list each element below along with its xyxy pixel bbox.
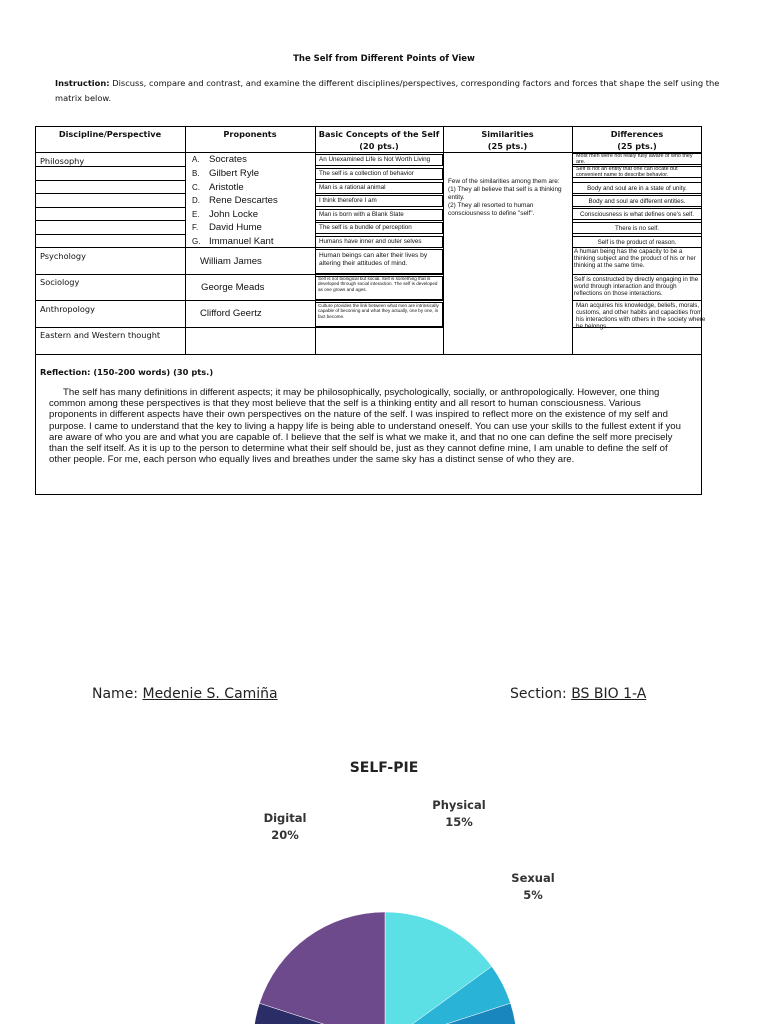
header-proponents: Proponents bbox=[223, 129, 277, 139]
philosophy-concept: I think therefore I am bbox=[319, 197, 377, 204]
proponent-name: Immanuel Kant bbox=[209, 236, 274, 247]
reflection-body: The self has many definitions in different aspects; it may be philosophically, psychologically, socially, or anthropologically. However, one thing common among these perspectives is that they most believe that the self is a thinking entity and all resort to human consciousness. Various proponents in different aspects have their own perspectives on the nature of the self. I was inspired to reflect more on the existence of my self and purpose. I came to understand that the key to living a happy life is being able to understand oneself. You can use your skills to the fullest extent if you are aware of who you are and what you are capable of. I believe that the self is what we make it, and that no one can define the self more precisely than the self itself. As it is up to the person to determine what their self should be, just as they cannot define mine, I am unable to define the self of other people. For me, each person who equally lives and breathes under the same sky has a distinct sense of who they are. bbox=[49, 387, 681, 466]
proponent-letter: A. bbox=[192, 155, 200, 164]
header-concepts-label: Basic Concepts of the Self bbox=[318, 129, 440, 139]
physical-label: Physical bbox=[432, 798, 486, 812]
header-similarities bbox=[443, 128, 572, 152]
proponent-letter: G. bbox=[192, 237, 201, 246]
proponent-name: Gilbert Ryle bbox=[209, 168, 260, 179]
name-field bbox=[92, 686, 278, 702]
similarities-text bbox=[448, 178, 570, 218]
philosophy-concept: The self is a bundle of perception bbox=[319, 224, 412, 231]
name-value: Medenie S. Camiña bbox=[142, 686, 278, 702]
concept-sociology: Self is not biological but social. Self is something that is developed through social interaction. The self is developed as one grows and ages. bbox=[318, 276, 438, 292]
similarities-line-1: Few of the similarities among them are: bbox=[448, 178, 560, 185]
proponent-letter: D. bbox=[192, 196, 200, 205]
philosophy-difference: Body and soul are different entities. bbox=[588, 198, 686, 205]
discipline-psychology: Psychology bbox=[40, 251, 86, 261]
philosophy-concept: The self is a collection of behavior bbox=[319, 170, 414, 177]
discipline-sociology: Sociology bbox=[40, 277, 80, 287]
section-label: Section: bbox=[510, 686, 567, 702]
philosophy-proponent bbox=[192, 168, 259, 179]
philosophy-concept: An Unexamined Life is Not Worth Living bbox=[319, 156, 431, 163]
proponent-name: Socrates bbox=[209, 154, 247, 165]
proponent-name: David Hume bbox=[209, 222, 262, 233]
section-field bbox=[510, 686, 646, 702]
proponent-name: Aristotle bbox=[209, 182, 244, 193]
philosophy-proponent bbox=[192, 195, 278, 206]
header-concepts-pts: (20 pts.) bbox=[359, 141, 399, 151]
philosophy-difference: Most men were not really fully aware of who they are. bbox=[576, 153, 693, 165]
self-pie-chart bbox=[0, 780, 768, 1024]
concept-psychology: Human beings can alter their lives by altering their attitudes of mind. bbox=[319, 252, 428, 268]
instruction-text: Discuss, compare and contrast, and examine the different disciplines/perspectives, corresponding factors and forces that shape the self using the matrix below. bbox=[55, 78, 720, 103]
philosophy-difference: Body and soul are in a state of unity. bbox=[587, 185, 687, 192]
digital-value: 20% bbox=[271, 828, 299, 842]
similarities-line-3: (2) They all resorted to human consciousness to define "self". bbox=[448, 202, 535, 217]
concept-anthropology: Culture provides the link between what men are intrinsically capable of becoming and what they actually, one by one, in fact become. bbox=[318, 303, 439, 319]
chart-title: SELF-PIE bbox=[349, 760, 419, 776]
proponent-letter: C. bbox=[192, 183, 200, 192]
header-discipline: Discipline/Perspective bbox=[58, 129, 162, 139]
philosophy-proponent bbox=[192, 222, 262, 233]
difference-anthropology: Man acquires his knowledge, beliefs, morals, customs, and other habits and capacities from his interactions with others in the society where he belongs bbox=[576, 302, 706, 330]
physical-value: 15% bbox=[445, 815, 473, 829]
digital-label: Digital bbox=[263, 811, 307, 825]
sexual-label: Sexual bbox=[511, 871, 555, 885]
proponent-letter: E. bbox=[192, 210, 200, 219]
proponent-letter: F. bbox=[192, 223, 199, 232]
header-differences-pts: (25 pts.) bbox=[617, 141, 657, 151]
header-similarities-pts: (25 pts.) bbox=[487, 141, 528, 151]
proponent-name: Rene Descartes bbox=[209, 195, 278, 206]
pie-slice-digital bbox=[259, 912, 385, 1024]
proponent-name: John Locke bbox=[209, 209, 259, 220]
sexual-value: 5% bbox=[523, 888, 543, 902]
philosophy-proponent bbox=[192, 209, 258, 220]
header-similarities-label: Similarities bbox=[481, 129, 534, 139]
philosophy-difference: Consciousness is what defines one's self. bbox=[580, 211, 694, 218]
philosophy-concept: Humans have inner and outer selves bbox=[319, 238, 422, 245]
philosophy-concept: Man is a rational animal bbox=[319, 184, 386, 191]
instruction bbox=[55, 76, 720, 106]
discipline-philosophy: Philosophy bbox=[40, 156, 85, 166]
philosophy-difference: There is no self. bbox=[614, 225, 660, 232]
instruction-label: Instruction: bbox=[55, 78, 110, 88]
philosophy-difference: Self is the product of reason. bbox=[597, 239, 677, 246]
philosophy-proponent bbox=[192, 154, 247, 165]
reflection-text bbox=[49, 387, 689, 465]
header-differences bbox=[572, 128, 702, 152]
proponent-clifford-geertz: Clifford Geertz bbox=[200, 308, 262, 319]
proponent-george-meads: George Meads bbox=[201, 282, 265, 293]
header-concepts bbox=[315, 128, 443, 152]
discipline-eastern-western: Eastern and Western thought bbox=[40, 330, 161, 340]
reflection-heading: Reflection: (150-200 words) (30 pts.) bbox=[40, 367, 214, 377]
slice-label-physical bbox=[424, 797, 494, 831]
proponent-letter: B. bbox=[192, 169, 200, 178]
header-differences-label: Differences bbox=[610, 129, 664, 139]
name-label: Name: bbox=[92, 686, 139, 702]
philosophy-proponent bbox=[192, 182, 244, 193]
difference-psychology: A human being has the capacity to be a thinking subject and the product of his or her thinking at the same time. bbox=[574, 248, 696, 269]
philosophy-difference: Self is not an entity that one can locate but convenient name to describe behavior. bbox=[576, 166, 678, 178]
document-title: The Self from Different Points of View bbox=[293, 54, 475, 64]
slice-label-digital bbox=[250, 810, 320, 844]
slice-label-sexual bbox=[498, 870, 568, 904]
section-value: BS BIO 1-A bbox=[571, 686, 647, 702]
proponent-william-james: William James bbox=[200, 256, 262, 267]
philosophy-proponent bbox=[192, 236, 274, 247]
difference-sociology: Self is constructed by directly engaging in the world through interaction and through reflections on those interactions. bbox=[574, 276, 699, 297]
discipline-anthropology: Anthropology bbox=[40, 304, 95, 314]
philosophy-concept: Man is born with a Blank Slate bbox=[319, 211, 404, 218]
similarities-line-2: (1) They all believe that self is a thinking entity. bbox=[448, 186, 562, 201]
